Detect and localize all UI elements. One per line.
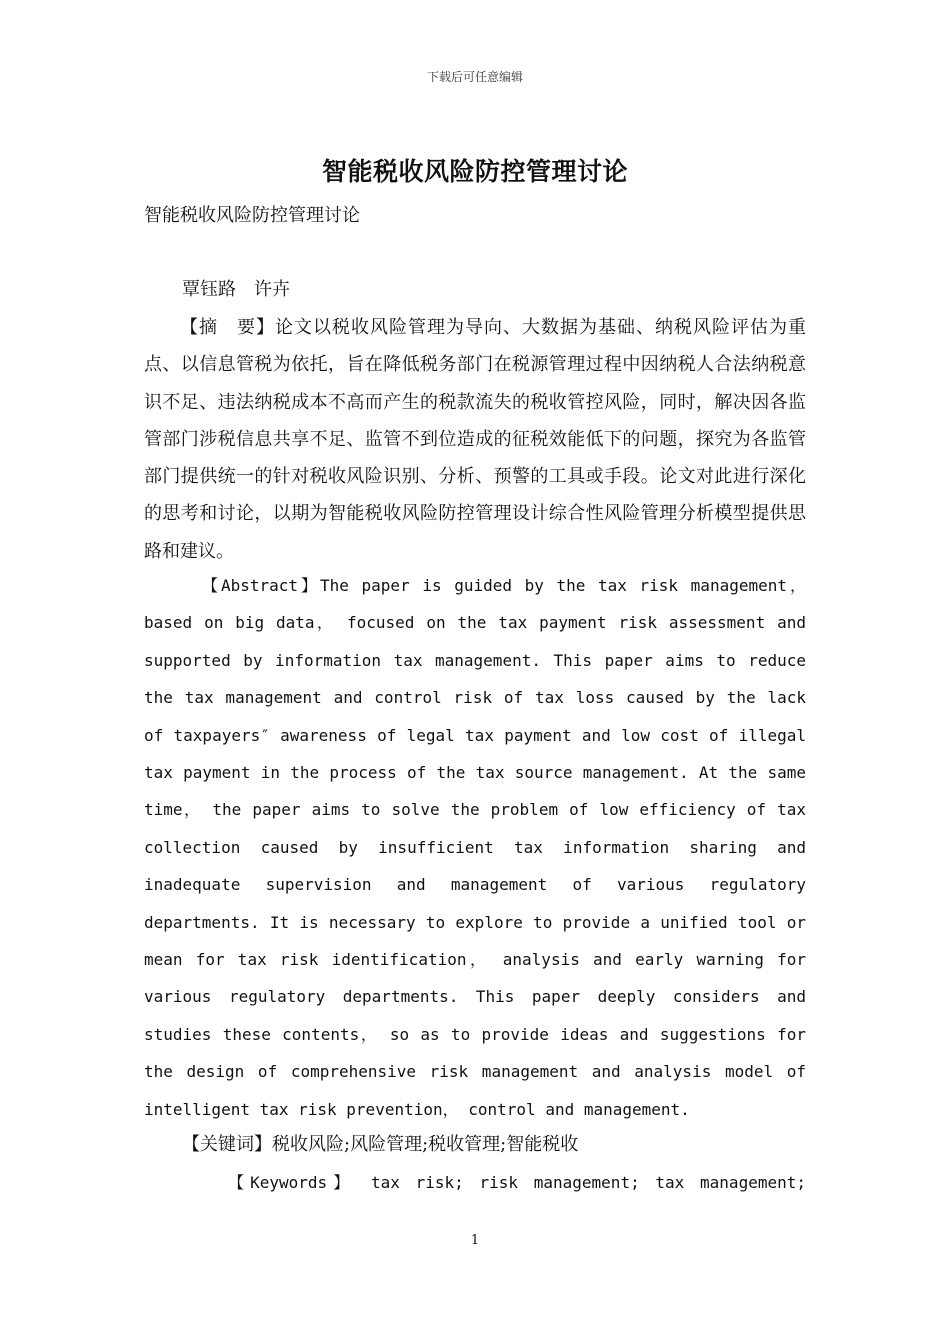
keywords-chinese: 【关键词】税收风险;风险管理;税收管理;智能税收: [182, 1134, 579, 1155]
header-note: 下载后可任意编辑: [426, 70, 523, 84]
abstract-english: 【Abstract】The paper is guided by the tax risk management，based on big data， focused on the tax payment risk assessment and supported by information tax management. This paper aims to reduce the tax management and control risk of tax loss caused by the lack of taxpayers″ awareness of legal tax payment and low cost of illegal tax payment in the process of the tax source management. At the same time， the paper aims to solve the problem of low efficiency of tax collection caused by insufficient tax information sharing and inadequate supervision and management of various regulatory departments. It is necessary to explore to provide a unified tool or mean for tax risk identification， analysis and early warning for various regulatory departments. This paper deeply considers and studies these contents， so as to provide ideas and suggestions for the design of comprehensive risk management and analysis model of intelligent tax risk prevention， control and management.: [144, 576, 806, 1119]
authors: 覃钰路 许卉: [182, 279, 290, 300]
page-number: 1: [470, 1233, 480, 1248]
document-title: 智能税收风险防控管理讨论: [321, 157, 628, 186]
abstract-chinese: 【摘 要】论文以税收风险管理为导向、大数据为基础、纳税风险评估为重点、以信息管税为依托，旨在降低税务部门在税源管理过程中因纳税人合法纳税意识不足、违法纳税成本不高而产生的税款流失的税收管控风险，同时，解决因各监管部门涉税信息共享不足、监管不到位造成的征税效能低下的问题，探究为各监管部门提供统一的针对税收风险识别、分析、预警的工具或手段。论文对此进行深化的思考和讨论，以期为智能税收风险防控管理设计综合性风险管理分析模型提供思路和建议。: [144, 317, 806, 562]
keywords-english: 【Keywords】 tax risk; risk management; tax management;: [228, 1173, 806, 1192]
document-subtitle: 智能税收风险防控管理讨论: [144, 205, 360, 226]
